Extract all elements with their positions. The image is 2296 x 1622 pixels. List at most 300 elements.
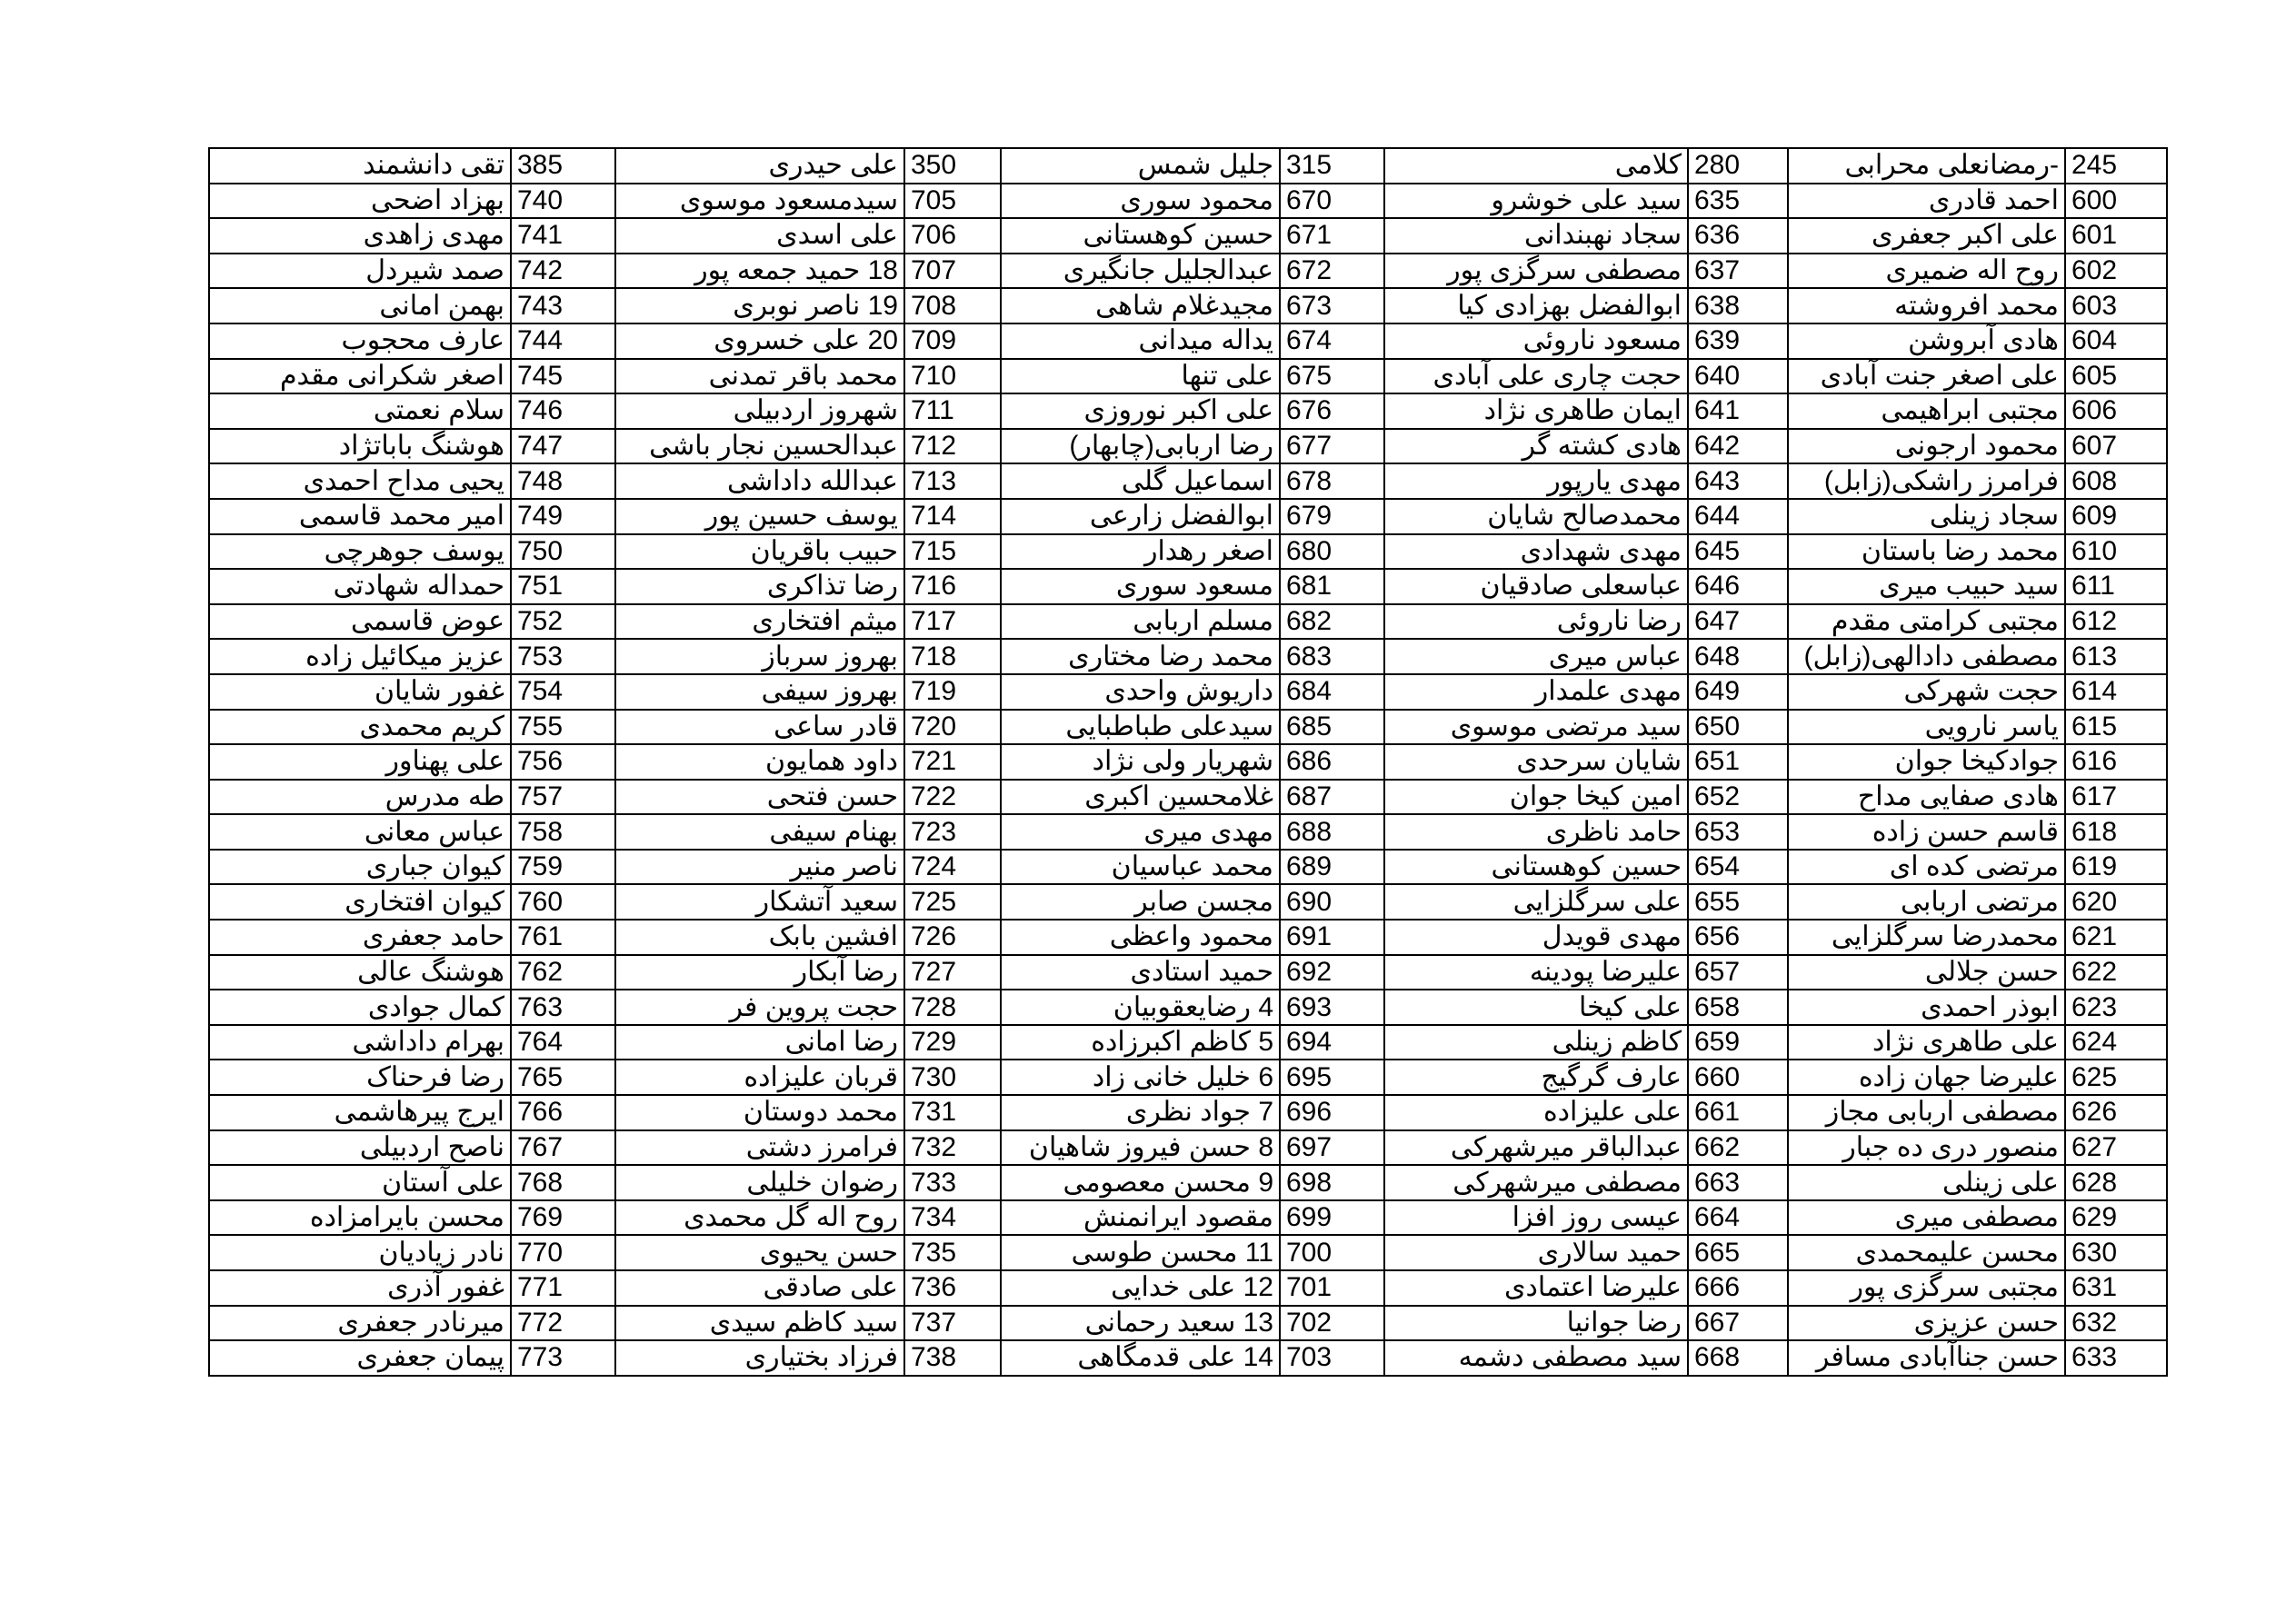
person-name-cell: محمدرضا سرگلزایی bbox=[1788, 920, 2065, 955]
person-name-cell: هوشنگ باباتژاد bbox=[209, 429, 511, 464]
table-row bbox=[209, 780, 2167, 815]
row-number-cell: 645 bbox=[1688, 534, 1788, 570]
row-number-cell: 708 bbox=[904, 288, 1001, 323]
person-name-cell: امیر محمد قاسمی bbox=[209, 499, 511, 534]
table-row bbox=[209, 429, 2167, 464]
person-name-cell: 11 محسن طوسی bbox=[1001, 1235, 1280, 1270]
person-name-cell: افشین بابک bbox=[615, 920, 904, 955]
person-name-cell: کمال جوادی bbox=[209, 990, 511, 1025]
person-name-cell: علی اکبر جعفری bbox=[1788, 218, 2065, 254]
person-name-cell: علی اصغر جنت آبادی bbox=[1788, 359, 2065, 394]
person-name-cell: مجسن صابر bbox=[1001, 884, 1280, 920]
person-name-cell: علی اسدی bbox=[615, 218, 904, 254]
row-number-cell: 724 bbox=[904, 850, 1001, 885]
person-name-cell: عباس میری bbox=[1384, 639, 1688, 674]
person-name-cell: سید مرتضی موسوی bbox=[1384, 710, 1688, 745]
table-row bbox=[209, 1306, 2167, 1341]
row-number-cell: 735 bbox=[904, 1235, 1001, 1270]
person-name-cell: هادی کشته گر bbox=[1384, 429, 1688, 464]
row-number-cell: 610 bbox=[2065, 534, 2167, 570]
row-number-cell: 245 bbox=[2065, 148, 2167, 184]
row-number-cell: 765 bbox=[511, 1060, 615, 1095]
person-name-cell: 7 جواد نظری bbox=[1001, 1095, 1280, 1130]
row-number-cell: 350 bbox=[904, 148, 1001, 184]
row-number-cell: 619 bbox=[2065, 850, 2167, 885]
row-number-cell: 611 bbox=[2065, 569, 2167, 604]
row-number-cell: 655 bbox=[1688, 884, 1788, 920]
row-number-cell: 643 bbox=[1688, 463, 1788, 499]
row-number-cell: 723 bbox=[904, 814, 1001, 850]
row-number-cell: 662 bbox=[1688, 1130, 1788, 1166]
row-number-cell: 639 bbox=[1688, 323, 1788, 359]
person-name-cell: حسن عزیزی bbox=[1788, 1306, 2065, 1341]
person-name-cell: حسن یحیوی bbox=[615, 1235, 904, 1270]
row-number-cell: 661 bbox=[1688, 1095, 1788, 1130]
row-number-cell: 751 bbox=[511, 569, 615, 604]
row-number-cell: 703 bbox=[1280, 1340, 1384, 1376]
row-number-cell: 712 bbox=[904, 429, 1001, 464]
table-row bbox=[209, 1095, 2167, 1130]
table-row bbox=[209, 639, 2167, 674]
person-name-cell: 18 حمید جمعه پور bbox=[615, 254, 904, 289]
person-name-cell: مسعود ناروئی bbox=[1384, 323, 1688, 359]
row-number-cell: 676 bbox=[1280, 393, 1384, 429]
person-name-cell: مرتضی اربابی bbox=[1788, 884, 2065, 920]
person-name-cell: عزیز میکائیل زاده bbox=[209, 639, 511, 674]
table-row bbox=[209, 148, 2167, 184]
table-row bbox=[209, 1200, 2167, 1236]
person-name-cell: غفور شایان bbox=[209, 674, 511, 710]
person-name-cell: رضوان خلیلی bbox=[615, 1165, 904, 1200]
row-number-cell: 663 bbox=[1688, 1165, 1788, 1200]
person-name-cell: علی صادقی bbox=[615, 1270, 904, 1306]
person-name-cell: هادی صفایی مداح bbox=[1788, 780, 2065, 815]
person-name-cell: 9 محسن معصومی bbox=[1001, 1165, 1280, 1200]
person-name-cell: هادی آبروشن bbox=[1788, 323, 2065, 359]
row-number-cell: 671 bbox=[1280, 218, 1384, 254]
row-number-cell: 633 bbox=[2065, 1340, 2167, 1376]
table-row bbox=[209, 1025, 2167, 1060]
table-row bbox=[209, 499, 2167, 534]
person-name-cell: مصطفی میری bbox=[1788, 1200, 2065, 1236]
row-number-cell: 640 bbox=[1688, 359, 1788, 394]
row-number-cell: 603 bbox=[2065, 288, 2167, 323]
row-number-cell: 699 bbox=[1280, 1200, 1384, 1236]
row-number-cell: 385 bbox=[511, 148, 615, 184]
row-number-cell: 685 bbox=[1280, 710, 1384, 745]
row-number-cell: 728 bbox=[904, 990, 1001, 1025]
row-number-cell: 680 bbox=[1280, 534, 1384, 570]
row-number-cell: 675 bbox=[1280, 359, 1384, 394]
row-number-cell: 622 bbox=[2065, 955, 2167, 990]
row-number-cell: 688 bbox=[1280, 814, 1384, 850]
person-name-cell: هوشنگ عالی bbox=[209, 955, 511, 990]
row-number-cell: 746 bbox=[511, 393, 615, 429]
person-name-cell: 5 کاظم اکبرزاده bbox=[1001, 1025, 1280, 1060]
person-name-cell: علیرضا اعتمادی bbox=[1384, 1270, 1688, 1306]
row-number-cell: 743 bbox=[511, 288, 615, 323]
row-number-cell: 620 bbox=[2065, 884, 2167, 920]
person-name-cell: عوض قاسمی bbox=[209, 604, 511, 640]
person-name-cell: جلیل شمس bbox=[1001, 148, 1280, 184]
table-row bbox=[209, 850, 2167, 885]
row-number-cell: 745 bbox=[511, 359, 615, 394]
person-name-cell: مجیدغلام شاهی bbox=[1001, 288, 1280, 323]
person-name-cell: ابوذر احمدی bbox=[1788, 990, 2065, 1025]
person-name-cell: سید علی خوشرو bbox=[1384, 184, 1688, 219]
person-name-cell: حجت چاری علی آبادی bbox=[1384, 359, 1688, 394]
person-name-cell: -رمضانعلی محرابی bbox=[1788, 148, 2065, 184]
row-number-cell: 606 bbox=[2065, 393, 2167, 429]
row-number-cell: 686 bbox=[1280, 744, 1384, 780]
person-name-cell: رضا فرحناک bbox=[209, 1060, 511, 1095]
row-number-cell: 718 bbox=[904, 639, 1001, 674]
person-name-cell: عبدالحسین نجار باشی bbox=[615, 429, 904, 464]
row-number-cell: 638 bbox=[1688, 288, 1788, 323]
row-number-cell: 612 bbox=[2065, 604, 2167, 640]
row-number-cell: 649 bbox=[1688, 674, 1788, 710]
table-row bbox=[209, 674, 2167, 710]
row-number-cell: 721 bbox=[904, 744, 1001, 780]
person-name-cell: مجتبی سرگزی پور bbox=[1788, 1270, 2065, 1306]
row-number-cell: 630 bbox=[2065, 1235, 2167, 1270]
person-name-cell: محمد افروشته bbox=[1788, 288, 2065, 323]
person-name-cell: تقی دانشمند bbox=[209, 148, 511, 184]
person-name-cell: پیمان جعفری bbox=[209, 1340, 511, 1376]
row-number-cell: 628 bbox=[2065, 1165, 2167, 1200]
table-row bbox=[209, 359, 2167, 394]
row-number-cell: 626 bbox=[2065, 1095, 2167, 1130]
person-name-cell: حسن جلالی bbox=[1788, 955, 2065, 990]
person-name-cell: 14 علی قدمگاهی bbox=[1001, 1340, 1280, 1376]
row-number-cell: 759 bbox=[511, 850, 615, 885]
person-name-cell: ایمان طاهری نژاد bbox=[1384, 393, 1688, 429]
person-name-cell: میثم افتخاری bbox=[615, 604, 904, 640]
table-row bbox=[209, 744, 2167, 780]
person-name-cell: رضا جوانیا bbox=[1384, 1306, 1688, 1341]
person-name-cell: شهریار ولی نژاد bbox=[1001, 744, 1280, 780]
person-name-cell: مصطفی میرشهرکی bbox=[1384, 1165, 1688, 1200]
person-name-cell: قاسم حسن زاده bbox=[1788, 814, 2065, 850]
person-name-cell: علی حیدری bbox=[615, 148, 904, 184]
row-number-cell: 732 bbox=[904, 1130, 1001, 1166]
row-number-cell: 679 bbox=[1280, 499, 1384, 534]
row-number-cell: 770 bbox=[511, 1235, 615, 1270]
person-name-cell: اصغر رهدار bbox=[1001, 534, 1280, 570]
person-name-cell: مرتضی کده ای bbox=[1788, 850, 2065, 885]
person-name-cell: قربان علیزاده bbox=[615, 1060, 904, 1095]
row-number-cell: 749 bbox=[511, 499, 615, 534]
person-name-cell: سید حبیب میری bbox=[1788, 569, 2065, 604]
person-name-cell: عباسعلی صادقیان bbox=[1384, 569, 1688, 604]
names-table bbox=[208, 147, 2168, 1377]
row-number-cell: 684 bbox=[1280, 674, 1384, 710]
row-number-cell: 614 bbox=[2065, 674, 2167, 710]
row-number-cell: 617 bbox=[2065, 780, 2167, 815]
person-name-cell: 4 رضایعقوبیان bbox=[1001, 990, 1280, 1025]
person-name-cell: حجت پروین فر bbox=[615, 990, 904, 1025]
table-row bbox=[209, 569, 2167, 604]
table-row bbox=[209, 1130, 2167, 1166]
person-name-cell: محمد رضا باستان bbox=[1788, 534, 2065, 570]
person-name-cell: کلامی bbox=[1384, 148, 1688, 184]
row-number-cell: 681 bbox=[1280, 569, 1384, 604]
person-name-cell: علی زینلی bbox=[1788, 1165, 2065, 1200]
row-number-cell: 710 bbox=[904, 359, 1001, 394]
table-row bbox=[209, 463, 2167, 499]
person-name-cell: 8 حسن فیروز شاهیان bbox=[1001, 1130, 1280, 1166]
row-number-cell: 754 bbox=[511, 674, 615, 710]
person-name-cell: احمد قادری bbox=[1788, 184, 2065, 219]
person-name-cell: حمید استادی bbox=[1001, 955, 1280, 990]
row-number-cell: 769 bbox=[511, 1200, 615, 1236]
row-number-cell: 653 bbox=[1688, 814, 1788, 850]
row-number-cell: 725 bbox=[904, 884, 1001, 920]
row-number-cell: 607 bbox=[2065, 429, 2167, 464]
person-name-cell: علی آستان bbox=[209, 1165, 511, 1200]
person-name-cell: رضا اربابی(چابهار) bbox=[1001, 429, 1280, 464]
person-name-cell: مهدی علمدار bbox=[1384, 674, 1688, 710]
row-number-cell: 707 bbox=[904, 254, 1001, 289]
row-number-cell: 636 bbox=[1688, 218, 1788, 254]
row-number-cell: 615 bbox=[2065, 710, 2167, 745]
person-name-cell: علی علیزاده bbox=[1384, 1095, 1688, 1130]
person-name-cell: علی تنها bbox=[1001, 359, 1280, 394]
person-name-cell: بهزاد اضحی bbox=[209, 184, 511, 219]
row-number-cell: 747 bbox=[511, 429, 615, 464]
person-name-cell: اسماعیل گلی bbox=[1001, 463, 1280, 499]
row-number-cell: 637 bbox=[1688, 254, 1788, 289]
person-name-cell: علی پهناور bbox=[209, 744, 511, 780]
person-name-cell: عیسی روز افزا bbox=[1384, 1200, 1688, 1236]
person-name-cell: مجتبی ابراهیمی bbox=[1788, 393, 2065, 429]
row-number-cell: 737 bbox=[904, 1306, 1001, 1341]
row-number-cell: 696 bbox=[1280, 1095, 1384, 1130]
person-name-cell: ناصر منیر bbox=[615, 850, 904, 885]
person-name-cell: داریوش واحدی bbox=[1001, 674, 1280, 710]
person-name-cell: 13 سعید رحمانی bbox=[1001, 1306, 1280, 1341]
table-row bbox=[209, 1060, 2167, 1095]
row-number-cell: 763 bbox=[511, 990, 615, 1025]
row-number-cell: 601 bbox=[2065, 218, 2167, 254]
person-name-cell: امین کیخا جوان bbox=[1384, 780, 1688, 815]
row-number-cell: 748 bbox=[511, 463, 615, 499]
row-number-cell: 758 bbox=[511, 814, 615, 850]
person-name-cell: محمدصالح شایان bbox=[1384, 499, 1688, 534]
table-row bbox=[209, 710, 2167, 745]
person-name-cell: بهمن امانی bbox=[209, 288, 511, 323]
person-name-cell: فرامرز راشکی(زابل) bbox=[1788, 463, 2065, 499]
person-name-cell: مهدی میری bbox=[1001, 814, 1280, 850]
table-row bbox=[209, 534, 2167, 570]
person-name-cell: یوسف جوهرچی bbox=[209, 534, 511, 570]
person-name-cell: علی اکبر نوروزی bbox=[1001, 393, 1280, 429]
person-name-cell: محمود واعظی bbox=[1001, 920, 1280, 955]
person-name-cell: قادر ساعی bbox=[615, 710, 904, 745]
row-number-cell: 652 bbox=[1688, 780, 1788, 815]
person-name-cell: حبیب باقریان bbox=[615, 534, 904, 570]
person-name-cell: کیوان افتخاری bbox=[209, 884, 511, 920]
person-name-cell: علیرضا پودینه bbox=[1384, 955, 1688, 990]
row-number-cell: 722 bbox=[904, 780, 1001, 815]
person-name-cell: عبدالباقر میرشهرکی bbox=[1384, 1130, 1688, 1166]
row-number-cell: 761 bbox=[511, 920, 615, 955]
person-name-cell: کاظم زینلی bbox=[1384, 1025, 1688, 1060]
person-name-cell: 20 علی خسروی bbox=[615, 323, 904, 359]
row-number-cell: 730 bbox=[904, 1060, 1001, 1095]
row-number-cell: 609 bbox=[2065, 499, 2167, 534]
person-name-cell: ایرج پیرهاشمی bbox=[209, 1095, 511, 1130]
row-number-cell: 678 bbox=[1280, 463, 1384, 499]
person-name-cell: سجاد نهبندانی bbox=[1384, 218, 1688, 254]
row-number-cell: 768 bbox=[511, 1165, 615, 1200]
row-number-cell: 744 bbox=[511, 323, 615, 359]
row-number-cell: 697 bbox=[1280, 1130, 1384, 1166]
person-name-cell: یحیی مداح احمدی bbox=[209, 463, 511, 499]
person-name-cell: حمید سالاری bbox=[1384, 1235, 1688, 1270]
row-number-cell: 694 bbox=[1280, 1025, 1384, 1060]
person-name-cell: صمد شیردل bbox=[209, 254, 511, 289]
row-number-cell: 648 bbox=[1688, 639, 1788, 674]
row-number-cell: 651 bbox=[1688, 744, 1788, 780]
table-row bbox=[209, 990, 2167, 1025]
row-number-cell: 752 bbox=[511, 604, 615, 640]
row-number-cell: 692 bbox=[1280, 955, 1384, 990]
row-number-cell: 666 bbox=[1688, 1270, 1788, 1306]
row-number-cell: 709 bbox=[904, 323, 1001, 359]
person-name-cell: بهرام داداشی bbox=[209, 1025, 511, 1060]
person-name-cell: حمداله شهادتی bbox=[209, 569, 511, 604]
row-number-cell: 624 bbox=[2065, 1025, 2167, 1060]
row-number-cell: 701 bbox=[1280, 1270, 1384, 1306]
person-name-cell: شهروز اردبیلی bbox=[615, 393, 904, 429]
table-row bbox=[209, 1165, 2167, 1200]
person-name-cell: علی کیخا bbox=[1384, 990, 1688, 1025]
person-name-cell: طه مدرس bbox=[209, 780, 511, 815]
row-number-cell: 711 bbox=[904, 393, 1001, 429]
row-number-cell: 719 bbox=[904, 674, 1001, 710]
person-name-cell: محمد عباسیان bbox=[1001, 850, 1280, 885]
row-number-cell: 715 bbox=[904, 534, 1001, 570]
table-row bbox=[209, 323, 2167, 359]
person-name-cell: سیدعلی طباطبایی bbox=[1001, 710, 1280, 745]
table-row bbox=[209, 184, 2167, 219]
row-number-cell: 672 bbox=[1280, 254, 1384, 289]
person-name-cell: سید کاظم سیدی bbox=[615, 1306, 904, 1341]
row-number-cell: 706 bbox=[904, 218, 1001, 254]
person-name-cell: حجت شهرکی bbox=[1788, 674, 2065, 710]
person-name-cell: سعید آتشکار bbox=[615, 884, 904, 920]
row-number-cell: 646 bbox=[1688, 569, 1788, 604]
person-name-cell: فرامرز دشتی bbox=[615, 1130, 904, 1166]
row-number-cell: 691 bbox=[1280, 920, 1384, 955]
person-name-cell: شایان سرحدی bbox=[1384, 744, 1688, 780]
person-name-cell: سلام نعمتی bbox=[209, 393, 511, 429]
person-name-cell: رضا آبکار bbox=[615, 955, 904, 990]
row-number-cell: 670 bbox=[1280, 184, 1384, 219]
row-number-cell: 674 bbox=[1280, 323, 1384, 359]
row-number-cell: 738 bbox=[904, 1340, 1001, 1376]
person-name-cell: اصغر شکرانی مقدم bbox=[209, 359, 511, 394]
row-number-cell: 665 bbox=[1688, 1235, 1788, 1270]
table-row bbox=[209, 288, 2167, 323]
person-name-cell: رضا تذاکری bbox=[615, 569, 904, 604]
table-row bbox=[209, 1340, 2167, 1376]
row-number-cell: 631 bbox=[2065, 1270, 2167, 1306]
person-name-cell: علیرضا جهان زاده bbox=[1788, 1060, 2065, 1095]
table-row bbox=[209, 393, 2167, 429]
person-name-cell: 6 خلیل خانی زاد bbox=[1001, 1060, 1280, 1095]
person-name-cell: نادر زیادیان bbox=[209, 1235, 511, 1270]
row-number-cell: 689 bbox=[1280, 850, 1384, 885]
row-number-cell: 625 bbox=[2065, 1060, 2167, 1095]
person-name-cell: غفور آذری bbox=[209, 1270, 511, 1306]
table-row bbox=[209, 1270, 2167, 1306]
row-number-cell: 664 bbox=[1688, 1200, 1788, 1236]
row-number-cell: 668 bbox=[1688, 1340, 1788, 1376]
person-name-cell: سجاد زینلی bbox=[1788, 499, 2065, 534]
person-name-cell: حامد ناظری bbox=[1384, 814, 1688, 850]
person-name-cell: محسن علیمحمدی bbox=[1788, 1235, 2065, 1270]
person-name-cell: فرزاد بختیاری bbox=[615, 1340, 904, 1376]
person-name-cell: مهدی زاهدی bbox=[209, 218, 511, 254]
table-body bbox=[209, 148, 2167, 1376]
row-number-cell: 740 bbox=[511, 184, 615, 219]
person-name-cell: ابوالفضل زارعی bbox=[1001, 499, 1280, 534]
person-name-cell: مقصود ایرانمنش bbox=[1001, 1200, 1280, 1236]
person-name-cell: حسن جناآبادی مسافر bbox=[1788, 1340, 2065, 1376]
person-name-cell: مصطفی اربابی مجاز bbox=[1788, 1095, 2065, 1130]
row-number-cell: 764 bbox=[511, 1025, 615, 1060]
row-number-cell: 733 bbox=[904, 1165, 1001, 1200]
person-name-cell: مجتبی کرامتی مقدم bbox=[1788, 604, 2065, 640]
person-name-cell: میرنادر جعفری bbox=[209, 1306, 511, 1341]
row-number-cell: 621 bbox=[2065, 920, 2167, 955]
person-name-cell: رضا ناروئی bbox=[1384, 604, 1688, 640]
table-row bbox=[209, 884, 2167, 920]
row-number-cell: 627 bbox=[2065, 1130, 2167, 1166]
row-number-cell: 762 bbox=[511, 955, 615, 990]
row-number-cell: 280 bbox=[1688, 148, 1788, 184]
row-number-cell: 667 bbox=[1688, 1306, 1788, 1341]
row-number-cell: 629 bbox=[2065, 1200, 2167, 1236]
row-number-cell: 760 bbox=[511, 884, 615, 920]
person-name-cell: عارف محجوب bbox=[209, 323, 511, 359]
row-number-cell: 727 bbox=[904, 955, 1001, 990]
person-name-cell: محسن بایرامزاده bbox=[209, 1200, 511, 1236]
person-name-cell: علی طاهری نژاد bbox=[1788, 1025, 2065, 1060]
table-row bbox=[209, 254, 2167, 289]
person-name-cell: رضا امانی bbox=[615, 1025, 904, 1060]
row-number-cell: 673 bbox=[1280, 288, 1384, 323]
row-number-cell: 713 bbox=[904, 463, 1001, 499]
person-name-cell: مسلم اربابی bbox=[1001, 604, 1280, 640]
person-name-cell: ابوالفضل بهزادی کیا bbox=[1384, 288, 1688, 323]
table-row bbox=[209, 1235, 2167, 1270]
row-number-cell: 647 bbox=[1688, 604, 1788, 640]
row-number-cell: 705 bbox=[904, 184, 1001, 219]
person-name-cell: یاسر نارویی bbox=[1788, 710, 2065, 745]
person-name-cell: داود همایون bbox=[615, 744, 904, 780]
row-number-cell: 660 bbox=[1688, 1060, 1788, 1095]
person-name-cell: مصطفی سرگزی پور bbox=[1384, 254, 1688, 289]
row-number-cell: 714 bbox=[904, 499, 1001, 534]
person-name-cell: حسین کوهستانی bbox=[1384, 850, 1688, 885]
row-number-cell: 720 bbox=[904, 710, 1001, 745]
row-number-cell: 766 bbox=[511, 1095, 615, 1130]
row-number-cell: 772 bbox=[511, 1306, 615, 1341]
table-row bbox=[209, 955, 2167, 990]
